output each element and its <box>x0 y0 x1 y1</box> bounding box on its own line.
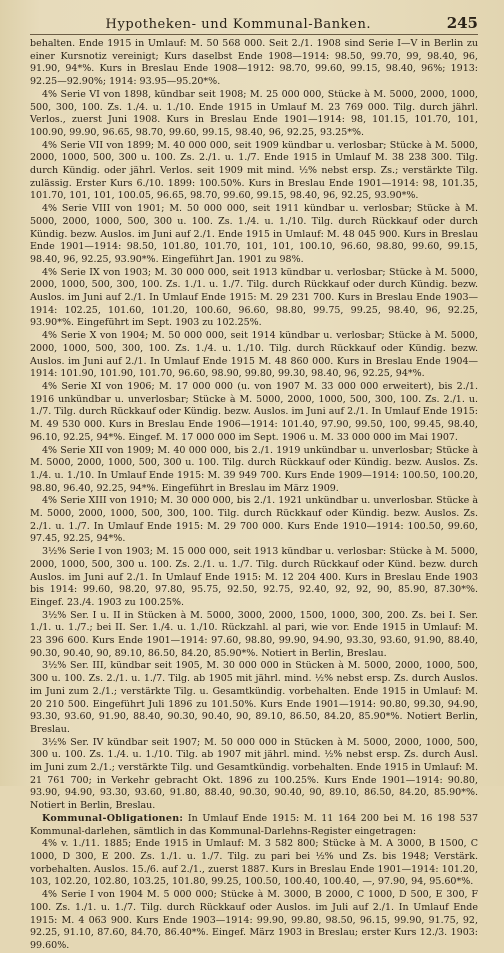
page-header <box>30 14 478 35</box>
running-head: Hypotheken- und Kommunal-Banken. <box>105 17 372 32</box>
paragraph: 4% Serie IX von 1903; M. 30 000 000, seit 1913 kündbar u. verlosbar; Stücke à M. 5000, 2000, 1000, 500, 300, 100. Zs. 1./1. u. 1./7. Tilg. durch Rückkauf oder durch Kündig. bezw. Auslos. im Juni auf 2./1. In Umlauf Ende 1915: M. 29 231 700. Kurs in Breslau Ende 1903—1914: 102.25, 101.60, 101.20, 100.60, 96.60, 98.80, 99.75, 99.25, 98.40, 96, 92.25, 93.90*%. Eingeführt im Sept. 1903 zu 102.25%. <box>30 266 478 329</box>
page-number: 245 <box>446 14 478 32</box>
paragraph: 3½% Ser. I u. II in Stücken à M. 5000, 3000, 2000, 1500, 1000, 300, 200. Zs. bei I. Ser. 1./1. u. 1./7.; bei II. Ser. 1./4. u. 1./10. Rückzahl. al pari, wie vor. Ende 1915 in Umlauf: M. 23 396 600. Kurs Ende 1901—1914: 97.60, 98.80, 99.90, 94.90, 93.30, 93.60, 91.90, 88.40, 90.30, 90.40, 90, 89.10, 86.50, 84.20, 85.90*%. Notiert in Berlin, Breslau. <box>30 609 478 659</box>
body-text <box>30 38 478 953</box>
paragraph: 3½% Serie I von 1903; M. 15 000 000, seit 1913 kündbar u. verlosbar: Stücke à M. 5000, 2000, 1000, 500, 300 u. 100. Zs. 2./1. u. 1./7. Tilg. durch Rückkauf oder Künd. bezw. durch Auslos. im Juni auf 2./1. In Umlauf Ende 1915: M. 12 204 400. Kurs in Breslau Ende 1903 bis 1914: 99.60, 98.20, 97.80, 95.75, 92.50, 92.75, 92.40, 92, 92, 90, 85.90, 87.30*%. Eingef. 23./4. 1903 zu 100.25%. <box>30 546 478 608</box>
paragraph: 4% Serie XII von 1909; M. 40 000 000, bis 2./1. 1919 unkündbar u. unverlosbar; Stücke à M. 5000, 2000, 1000, 500, 300 u. 100. Tilg. durch Rückkauf oder Kündig. bezw. Auslos. Zs. 1./4. u. 1./10. In Umlauf Ende 1915: M. 39 949 700. Kurs Ende 1909—1914: 100.50, 100.20, 98.80, 96.40, 92.25, 94*%. Eingeführt in Breslau im März 1909. <box>30 444 478 494</box>
paragraph: 4% Serie I von 1904 M. 5 000 000; Stücke à M. 3000, B 2000, C 1000, D 500, E 300, F 100. Zs. 1./1. u. 1./7. Tilg. durch Rückkauf oder Auslos. im Juli auf 2./1. In Umlauf Ende 1915: M. 4 063 900. Kurs Ende 1903—1914: 99.90, 99.80, 98.50, 96.15, 99.90, 91.75, 92, 92.25, 91.10, 87.60, 84.70, 86.40*%. Eingef. März 1903 in Breslau; erster Kurs 12./3. 1903: 99.60%. <box>30 889 478 951</box>
paragraph: behalten. Ende 1915 in Umlauf: M. 50 568 000. Seit 2./1. 1908 sind Serie I—V in Berlin zu einer Kursnotiz vereinigt; Kurs daselbst Ende 1908—1914: 98.50, 99.70, 99, 98.40, 96, 91.90, 94*%. Kurs in Breslau Ende 1908—1912: 98.70, 99.60, 99.15, 98.40, 96%; 1913: 92.25—92.90%; 1914: 93.95—95.20*%. <box>30 38 478 88</box>
section-title: Kommunal-Obligationen: <box>42 812 184 824</box>
paragraph: 3½% Ser. III, kündbar seit 1905, M. 30 000 000 in Stücken à M. 5000, 2000, 1000, 500, 300 u. 100. Zs. 2./1. u. 1./7. Tilg. ab 1905 mit jährl. mind. ½% nebst ersp. Zs. durch Auslos. im Juni zum 2./1.; verstärkte Tilg. u. Gesamtkündig. vorbehalten. Ende 1915 in Umlauf: M. 20 210 500. Eingeführt Juli 1896 zu 101.50%. Kurs Ende 1901—1914: 90.80, 99.30, 94.90, 93.30, 93.60, 91.90, 88.40, 90.30, 90.40, 90, 89.10, 86.50, 84.20, 85.90*%. Notiert Berlin, Breslau. <box>30 660 478 735</box>
paragraph: 4% Serie VIII von 1901; M. 50 000 000, seit 1911 kündbar u. verlosbar; Stücke à M. 5000, 2000, 1000, 500, 300 u. 100. Zs. 1./4. u. 1./10. Tilg. durch Rückkauf oder durch Kündig. bezw. Auslos. im Juni auf 2./1. Ende 1915 in Umlauf: M. 48 045 900. Kurs in Breslau Ende 1901—1914: 98.50, 101.80, 101.70, 101, 101, 100.10, 96.60, 98.80, 99.60, 99.15, 98.40, 96, 92.25, 93.90*%. Eingeführt Jan. 1901 zu 98%. <box>30 203 478 265</box>
paragraph: 4% Serie VII von 1899; M. 40 000 000, seit 1909 kündbar u. verlosbar; Stücke à M. 5000, 2000, 1000, 500, 300 u. 100. Zs. 2./1. u. 1./7. Ende 1915 in Umlauf M. 38 238 300. Tilg. durch Kündig. oder jährl. Verlos. seit 1909 mit mind. ½% nebst ersp. Zs.; verstärkte Tilg. zulässig. Erster Kurs 6./10. 1899: 100.50%. Kurs in Breslau Ende 1901—1914: 98, 101.35, 101.70, 101, 101, 100.05, 96.65, 98.70, 99.60, 99.15, 98.40, 96, 92.25, 93.90*%. <box>30 139 478 202</box>
paragraph: 4% Serie XIII von 1910; M. 30 000 000, bis 2./1. 1921 unkündbar u. unverlosbar. Stücke à M. 5000, 2000, 1000, 500, 300, 100. Tilg. durch Rückkauf oder Kündig. bezw. Auslos. Zs. 2./1. u. 1./7. In Umlauf Ende 1915: M. 29 700 000. Kurs Ende 1910—1914: 100.50, 99.60, 97.45, 92.25, 94*%. <box>30 495 478 545</box>
paragraph: 4% Serie XI von 1906; M. 17 000 000 (u. von 1907 M. 33 000 000 erweitert), bis 2./1. 1916 unkündbar u. unverlosbar; Stücke à M. 5000, 2000, 1000, 500, 300, 100. Zs. 2./1. u. 1./7. Tilg. durch Rückkauf oder Kündig. bezw. Auslos. im Juni auf 2./1. In Umlauf Ende 1915: M. 49 530 000. Kurs in Breslau Ende 1906—1914: 101.40, 97.90, 99.50, 100, 99.45, 98.40, 96.10, 92.25, 94*%. Eingef. M. 17 000 000 im Sept. 1906 u. M. 33 000 000 im Mai 1907. <box>30 380 478 443</box>
paragraph: 4% Serie X von 1904; M. 50 000 000, seit 1914 kündbar u. verlosbar; Stücke à M. 5000, 2000, 1000, 500, 300, 100. Zs. 1./4. u. 1./10. Tilg. durch Rückkauf oder Kündig. bezw. Auslos. im Juni auf 2./1. In Umlauf Ende 1915 M. 48 860 000. Kurs in Breslau Ende 1904—1914: 101.90, 101.90, 101.70, 96.60, 98.90, 99.80, 99.30, 98.40, 96, 92.25, 94*%. <box>30 330 478 380</box>
paragraph: 4% v. 1./11. 1885; Ende 1915 in Umlauf: M. 3 582 800; Stücke à M. A 3000, B 1500, C 1000, D 300, E 200. Zs. 1./1. u. 1./7. Tilg. zu pari bei ½% und Zs. bis 1948; Verstärk. vorbehalten. Auslos. 15./6. auf 2./1., zuerst 1887. Kurs in Breslau Ende 1901—1914: 101.20, 103, 102.20, 102.80, 103.25, 101.80, 99.25, 100.50, 100.40, 100.40, —, 97.90, 94, 95.60*%. <box>30 838 478 888</box>
paragraph: 3½% Ser. IV kündbar seit 1907; M. 50 000 000 in Stücken à M. 5000, 2000, 1000, 500, 300 u. 100. Zs. 1./4. u. 1./10. Tilg. ab 1907 mit jährl. mind. ½% nebst ersp. Zs. durch Ausl. im Juni zum 2./1.; verstärkte Tilg. und Gesamtkündig. vorbehalten. Ende 1915 in Umlauf: M. 21 761 700; in Verkehr gebracht Okt. 1896 zu 100.25%. Kurs Ende 1901—1914: 90.80, 93.90, 94.90, 93.30, 93.60, 91.80, 88.40, 90.30, 90.40, 90, 89.10, 86.50, 84.20, 85.90*%. Notiert in Berlin, Breslau. <box>30 736 478 812</box>
section-intro-text: In Umlauf Ende 1915: M. 11 164 200 bei M. 16 198 537 Kommunal-darlehen, sämtlich in das Kommunal-Darlehns-Register eingetragen: <box>30 812 478 837</box>
paragraph: 4% Serie VI von 1898, kündbar seit 1908; M. 25 000 000, Stücke à M. 5000, 2000, 1000, 500, 300, 100. Zs. 1./4. u. 1./10. Ende 1915 in Umlauf M. 23 769 000. Tilg. durch jährl. Verlos., zuerst Juni 1908. Kurs in Breslau Ende 1901—1914: 98, 101.15, 101.70, 101, 100.90, 99.90, 96.65, 98.70, 99.60, 99.15, 98.40, 96, 92.25, 93.25*%. <box>30 88 478 138</box>
kommunal-intro <box>30 813 478 838</box>
